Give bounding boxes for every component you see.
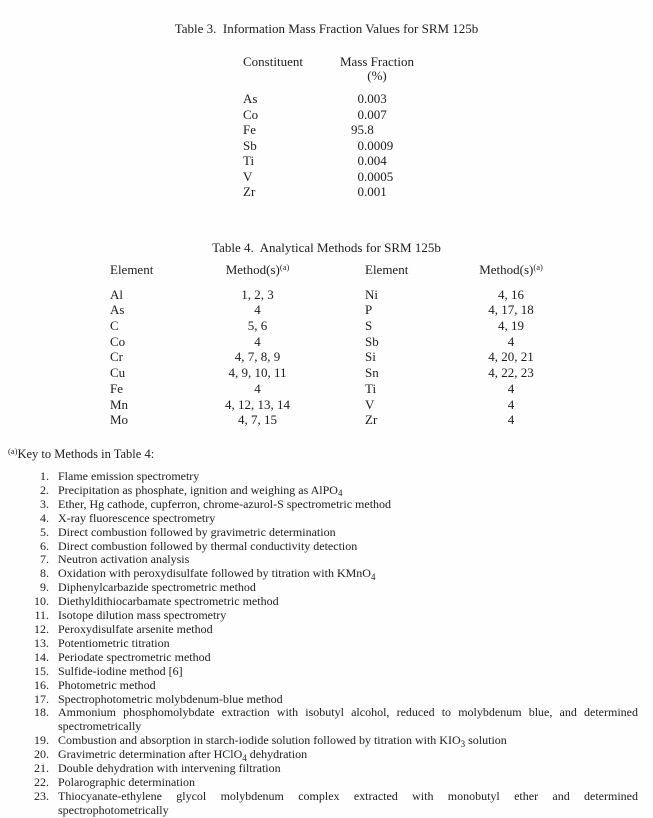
methods-cell: 4, 9, 10, 11 [228,365,287,381]
key-item-text [58,609,638,623]
constituent-cell: Sb [243,137,257,153]
key-item-text [58,540,638,554]
key-item-text-segment: dehydration [246,747,308,762]
table3 [243,54,453,200]
key-item [0,762,638,776]
key-item-number: 17. [34,691,49,706]
key-item-text [58,623,638,637]
key-item-number: 12. [34,621,49,636]
key-item-text-segment: Flame emission spectrometry [58,469,200,483]
methods-cell: 5, 6 [247,318,268,334]
methods-cell: 4, 16 [498,286,524,302]
key-item-text [58,776,638,790]
methods-cell: 4, 17, 18 [488,302,534,318]
key-item [0,637,638,651]
key-item-number: 16. [34,677,49,692]
key-item-text [58,762,638,776]
key-item-text [58,484,638,498]
key-item [0,693,638,707]
table3-mass-fraction-header: Mass Fraction [339,54,415,69]
key-item-text [58,679,638,693]
key-item-text-segment: Diphenylcarbazide spectrometric method [58,580,256,595]
table4 [110,262,567,428]
column-gap [315,381,365,397]
key-item-text [58,470,638,484]
methods-cell: 4 [507,380,515,396]
element-cell: Co [110,333,126,349]
table3-percent-unit: (%) [367,68,387,83]
footnote-marker: (a) [533,262,543,272]
element-cell: Cu [110,365,126,381]
methods-cell: 4 [507,396,515,412]
key-item-number: 2. [40,482,49,497]
element-cell: Al [110,286,123,302]
key-item-text-segment: Direct combustion followed by thermal conductivity detection [58,538,358,553]
constituent-cell: Co [243,106,259,122]
column-gap [315,397,365,413]
table4-header-row [110,262,567,278]
key-item-number: 3. [40,496,49,511]
value-integer-part: 0 [357,168,364,184]
key-item [0,484,638,498]
value-integer-part: 0 [357,137,364,153]
key-item-text-segment: Sulfide-iodine method [6] [58,663,183,678]
key-item [0,734,638,748]
key-item [0,706,638,734]
column-gap [315,262,365,278]
key-item-number: 11. [34,608,49,623]
key-item-text-segment: X-ray fluorescence spectrometry [58,510,216,525]
table4-row [110,318,567,334]
element-cell: S [365,318,373,334]
key-item [0,665,638,679]
key-item [0,581,638,595]
key-item-text [58,693,638,707]
constituent-cell: Zr [243,184,256,199]
table4-row [110,397,567,413]
key-item-text [58,790,638,818]
key-item-text-segment: Oxidation with peroxydisulfate followed by titration with KMnO [58,566,371,581]
key-item-number: 10. [34,594,49,609]
key-item-text-segment: 4 [242,752,247,763]
table4-row [110,334,567,350]
key-item [0,776,638,790]
key-item-text-segment: Photometric method [58,677,156,692]
key-item-text-segment: 4 [370,571,376,582]
mass-fraction-value [330,122,374,138]
mass-fraction-value [330,91,387,107]
element-cell: Cr [110,349,123,365]
methods-header-label: Method(s) [479,262,534,277]
key-item-text-segment: Diethyldithiocarbamate spectrometric method [58,594,279,609]
table4-element-header-right: Element [365,262,409,277]
element-cell: Mn [110,396,129,412]
mass-fraction-value [330,138,393,154]
table4-title: Table 4. Analytical Methods for SRM 125b [212,240,441,255]
key-item-text-segment: Periodate spectrometric method [58,649,211,664]
table3-title: Table 3. Information Mass Fraction Values for SRM 125b [174,21,479,36]
methods-cell: 4, 22, 23 [488,365,534,381]
mass-fraction-value [330,107,387,123]
key-item [0,623,638,637]
key-item-text-segment: Gravimetric determination after HClO [58,747,243,762]
table4-body [110,287,567,428]
methods-cell: 4 [254,302,261,318]
key-item-text-segment: Ether, Hg cathode, cupferron, chrome-azurol-S spectrometric method [58,496,392,511]
methods-cell: 4 [254,333,261,349]
constituent-cell: Ti [243,153,255,168]
element-cell: P [365,302,373,318]
key-item-number: 1. [40,469,49,483]
methods-cell: 4 [254,380,261,396]
column-gap [315,302,365,318]
methods-cell: 4 [507,333,515,349]
constituent-cell: As [243,91,258,106]
key-item-number: 5. [40,524,49,539]
element-cell: Zr [365,412,378,428]
column-gap [315,349,365,365]
column-gap [315,334,365,350]
key-item [0,512,638,526]
key-item-text [58,581,638,595]
value-integer-part: 0 [357,184,364,199]
key-item-text-segment: Ammonium phosphomolybdate extraction with isobutyl alcohol, reduced to molybdenum blue, and determined spectrometrically [58,705,638,734]
key-item-text-segment: Isotope dilution mass spectrometry [58,608,227,623]
methods-cell: 4, 19 [498,318,524,334]
mass-fraction-value [330,169,393,185]
value-integer-part: 0 [357,91,364,106]
key-item-text-segment: Double dehydration with intervening filtration [58,761,281,776]
constituent-cell: Fe [243,122,256,137]
key-item [0,553,638,567]
table3-constituent-header: Constituent [243,54,303,69]
key-item-text [58,498,638,512]
key-item-text-segment: Neutron activation analysis [58,552,190,567]
value-fraction-part: .0009 [364,137,394,153]
element-cell: Mo [110,412,129,428]
value-fraction-part: .001 [364,184,387,199]
key-item-text [58,734,638,748]
key-item [0,651,638,665]
methods-header-label: Method(s) [225,262,280,277]
methods-key-list [0,470,638,818]
key-item [0,679,638,693]
key-item-text [58,553,638,567]
element-cell: Ti [365,380,377,396]
key-item-text [58,567,638,581]
constituent-cell: V [243,168,253,184]
column-gap [315,365,365,381]
key-item-text [58,706,638,734]
table4-row [110,381,567,397]
methods-cell: 4, 7, 8, 9 [234,349,281,365]
key-item [0,748,638,762]
key-item-text-segment: Polarographic determination [58,774,195,789]
key-item-text-segment: Thiocyanate-ethylene glycol molybdenum complex extracted with monobutyl ether and determined spectrophotometrically [58,788,638,817]
key-item [0,526,638,540]
key-item-text-segment: Precipitation as phosphate, ignition and weighing as AlPO [58,482,338,497]
table3-row [243,184,453,200]
key-item-text-segment: 3 [460,738,466,749]
table3-row [243,138,453,154]
key-item [0,470,638,484]
mass-fraction-value [330,184,387,200]
methods-cell: 4 [507,412,515,428]
methods-cell: 4, 12, 13, 14 [225,396,290,412]
key-item-number: 4. [40,510,49,525]
key-item-text-segment: Potentiometric titration [58,635,170,650]
key-item-number: 15. [34,663,49,678]
element-cell: V [365,396,375,412]
key-item-number: 9. [40,580,49,595]
table3-row [243,153,453,169]
key-item [0,567,638,581]
value-integer-part: 0 [357,106,364,122]
table3-row [243,91,453,107]
column-gap [315,412,365,428]
key-item-number: 7. [40,552,49,567]
table4-row [110,365,567,381]
value-fraction-part: .007 [364,106,387,122]
element-cell: C [110,318,119,334]
column-gap [315,287,365,303]
key-item-number: 18. [34,705,49,720]
table4-row [110,287,567,303]
column-gap [315,318,365,334]
value-fraction-part: .004 [364,153,387,168]
key-item-number: 22. [34,774,49,789]
element-cell: Fe [110,380,123,396]
key-item-text-segment: Peroxydisulfate arsenite method [58,621,213,636]
key-item-text [58,595,638,609]
value-integer-part: 95 [351,122,364,137]
key-item-number: 13. [34,635,49,650]
methods-key-heading-label: Key to Methods in Table 4: [17,447,155,461]
value-fraction-part: .003 [364,91,387,106]
methods-key-heading [8,447,154,462]
table4-methods-header-right [455,262,567,278]
methods-cell: 4, 7, 15 [238,412,277,428]
value-fraction-part: .8 [364,122,374,137]
value-fraction-part: .0005 [364,168,394,184]
key-item-number: 19. [34,733,49,748]
key-item-number: 6. [40,538,49,553]
table4-methods-header-left [200,262,315,278]
table3-row [243,107,453,123]
key-item-text-segment: Combustion and absorption in starch-iodide solution followed by titration with KIO [58,733,461,748]
element-cell: Si [365,349,376,365]
key-item-text-segment: Direct combustion followed by gravimetric determination [58,524,336,539]
key-item-number: 21. [34,761,49,776]
element-cell: Sn [365,365,379,381]
table4-row [110,412,567,428]
key-item-number: 8. [40,566,49,581]
table4-row [110,349,567,365]
key-item [0,595,638,609]
footnote-marker: (a) [8,446,18,456]
element-cell: As [110,302,125,318]
mass-fraction-value [330,153,387,169]
table4-row [110,302,567,318]
element-cell: Ni [365,286,378,302]
key-item-number: 20. [34,747,49,762]
methods-cell: 1, 2, 3 [241,286,274,302]
key-item-text [58,748,638,762]
key-item [0,609,638,623]
element-cell: Sb [365,333,379,349]
footnote-marker: (a) [279,262,290,272]
key-item-text [58,526,638,540]
key-item-text-segment: Spectrophotometric molybdenum-blue method [58,691,283,706]
table4-element-header-left: Element [110,262,154,277]
table3-row [243,169,453,185]
value-integer-part: 0 [357,153,364,168]
key-item-text [58,637,638,651]
key-item [0,790,638,818]
key-item-text [58,651,638,665]
methods-cell: 4, 20, 21 [488,349,534,365]
key-item [0,540,638,554]
key-item-number: 14. [34,649,49,664]
key-item-number: 23. [34,788,49,803]
key-item-text-segment: solution [465,733,507,748]
key-item-text [58,512,638,526]
key-item [0,498,638,512]
table3-row [243,122,453,138]
key-item-text [58,665,638,679]
key-item-text-segment: 4 [337,488,343,499]
